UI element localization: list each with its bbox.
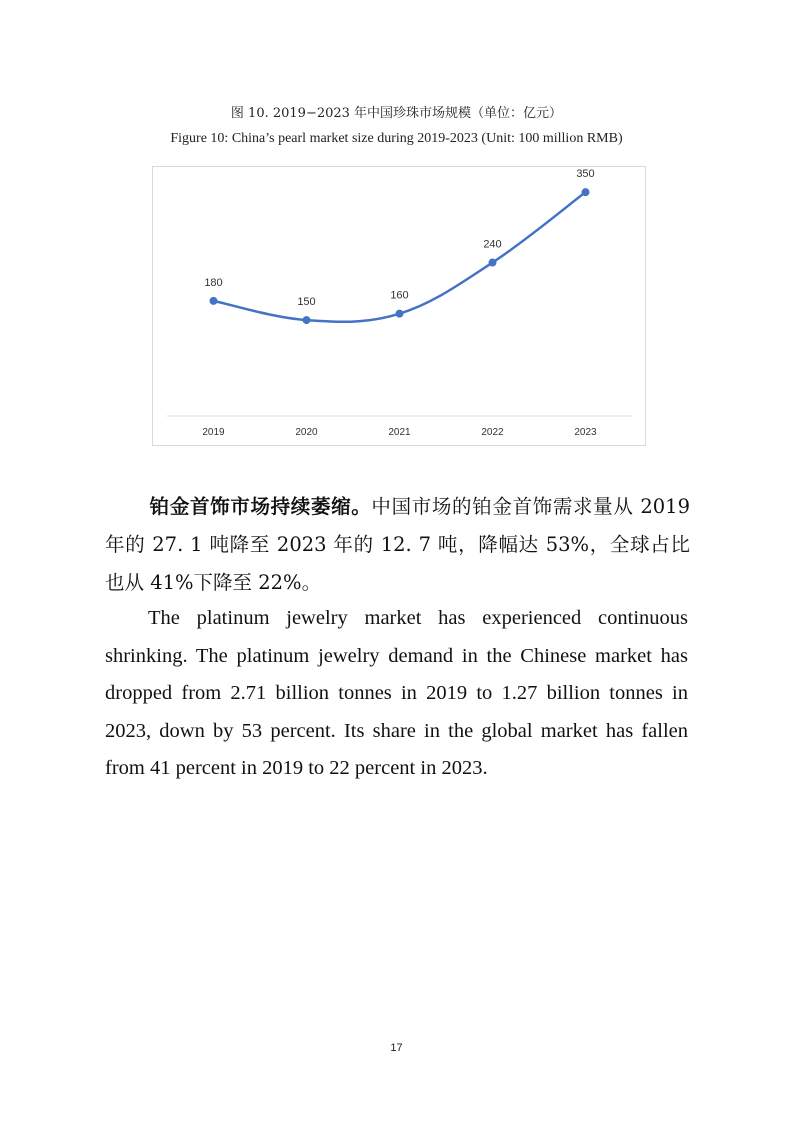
- data-label: 240: [483, 238, 502, 251]
- series-group: [204, 168, 594, 324]
- x-tick-labels: [202, 427, 597, 438]
- data-label: 350: [576, 168, 595, 181]
- x-tick-label: 2023: [574, 427, 597, 438]
- data-label: 160: [390, 289, 409, 302]
- data-point: [489, 259, 497, 267]
- paragraph-en: [105, 600, 688, 788]
- line-chart: [152, 166, 646, 446]
- data-point: [396, 310, 404, 318]
- page-number: 17: [390, 1042, 403, 1054]
- figure-caption-en: Figure 10: China’s pearl market size during 2019-2023 (Unit: 100 million RMB): [170, 131, 623, 146]
- series-line: [214, 192, 586, 322]
- x-tick-label: 2019: [202, 427, 225, 438]
- data-label: 150: [297, 296, 316, 309]
- x-tick-label: 2021: [388, 427, 411, 438]
- paragraph-cn-heading: 铂金首饰市场持续萎缩。: [149, 495, 372, 518]
- paragraph-cn-text: 中国市场的铂金首饰需求量从 2019 年的 27. 1 吨降至 2023 年的 12. 7 吨，降幅达 53%，全球占比也从 41%下降至 22%。: [105, 495, 690, 594]
- data-label: 180: [204, 276, 223, 289]
- data-point: [303, 316, 311, 324]
- data-point: [210, 297, 218, 305]
- data-point: [582, 188, 590, 196]
- paragraph-en-text: The platinum jewelry market has experienced continuous shrinking. The platinum jewelry demand in the Chinese market has dropped from 2.71 billion tonnes in 2019 to 1.27 billion tonnes in 2023, down by 53 percent. Its share in the global market has fallen from 41 percent in 2019 to 22 percent in 2023.: [105, 607, 688, 779]
- paragraph-cn: [105, 488, 690, 602]
- figure-caption-cn: 图 10. 2019−2023 年中国珍珠市场规模（单位：亿元）: [230, 106, 563, 121]
- chart-svg: [153, 167, 647, 447]
- x-tick-label: 2022: [481, 427, 504, 438]
- x-tick-label: 2020: [295, 427, 318, 438]
